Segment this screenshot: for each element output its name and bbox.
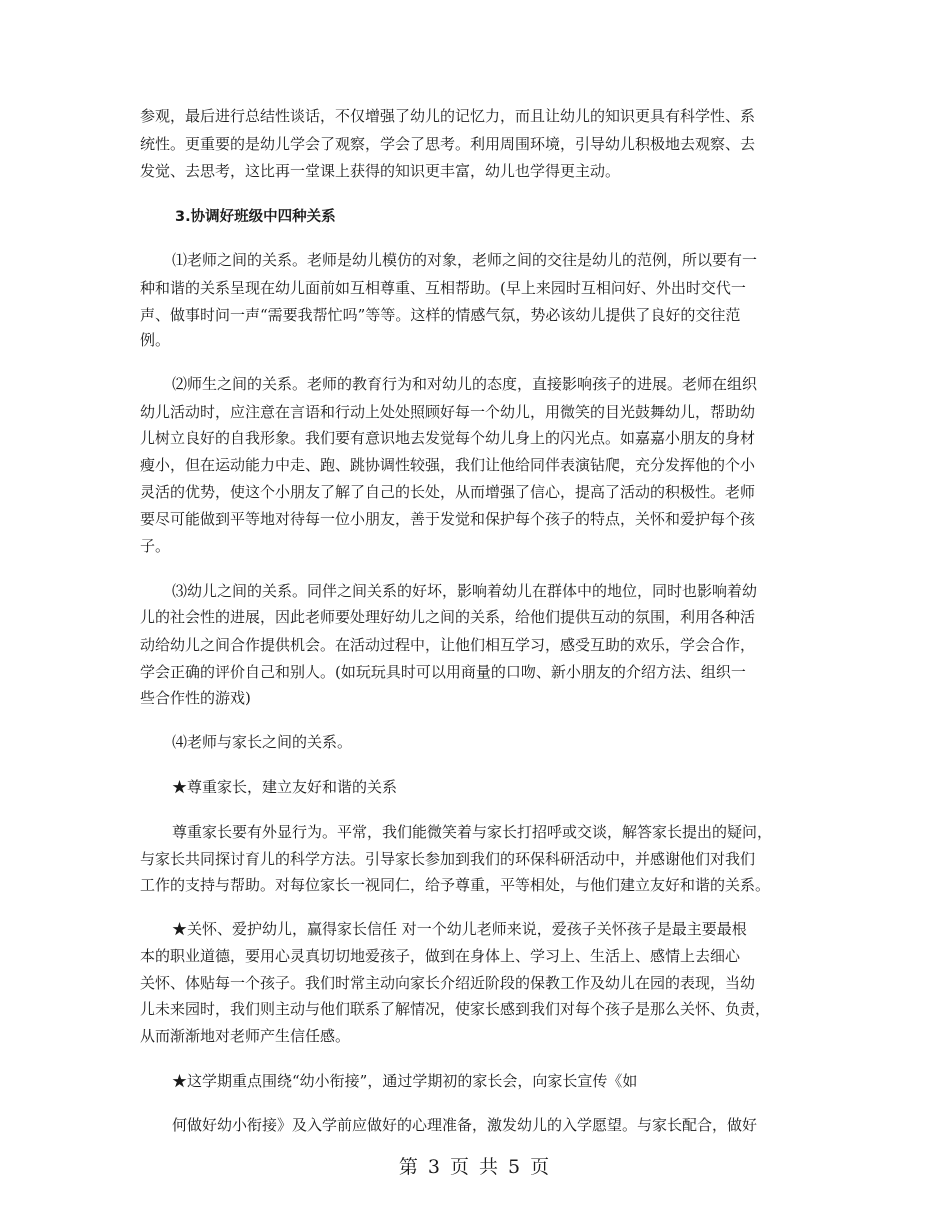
text-line: 关怀、体贴每一个孩子。我们时常主动向家长介绍近阶段的保教工作及幼儿在园的表现，当幼	[140, 974, 756, 992]
page-number-footer: 第 3 页 共 5 页	[398, 1156, 552, 1178]
text-line: 动给幼儿之间合作提供机会。在活动过程中，让他们相互学习，感受互助的欢乐，学会合作，	[140, 636, 756, 654]
text-line: 学会正确的评价自己和别人。(如玩玩具时可以用商量的口吻、新小朋友的介绍方法、组织一	[140, 663, 746, 681]
text-line: 儿未来园时，我们则主动与他们联系了解情况，使家长感到我们对每个孩子是那么关怀、负责，	[140, 1000, 771, 1018]
text-line: 瘦小，但在运动能力中走、跑、跳协调性较强，我们让他给同伴表演钻爬，充分发挥他的个小	[140, 456, 756, 474]
text-line: 些合作性的游戏)	[140, 689, 251, 707]
text-line: 种和谐的关系呈现在幼儿面前如互相尊重、互相帮助。(早上来园时互相问好、外出时交代一	[140, 279, 746, 297]
text-line: 从而渐渐地对老师产生信任感。	[140, 1027, 351, 1045]
text-line: 灵活的优势，使这个小朋友了解了自己的长处，从而增强了信心，提高了活动的积极性。老师	[140, 483, 756, 501]
text-line: 发觉、去思考，这比再一堂课上获得的知识更丰富，幼儿也学得更主动。	[140, 162, 621, 180]
text-line: 统性。更重要的是幼儿学会了观察，学会了思考。利用周围环境，引导幼儿积极地去观察、去	[140, 135, 756, 153]
text-line: ★关怀、爱护幼儿，赢得家长信任 对一个幼儿老师来说，爱孩子关怀孩子是最主要最根	[172, 920, 747, 938]
text-line: ⑴老师之间的关系。老师是幼儿模仿的对象，老师之间的交往是幼儿的范例，所以要有一	[172, 251, 758, 269]
text-line: 参观，最后进行总结性谈话，不仅增强了幼儿的记忆力，而且让幼儿的知识更具有科学性、系	[140, 107, 756, 125]
text-line: ⑶幼儿之间的关系。同伴之间关系的好坏，影响着幼儿在群体中的地位，同时也影响着幼	[172, 582, 758, 600]
text-line: 声、做事时问一声“需要我帮忙吗”等等。这样的情感气氛，势必该幼儿提供了良好的交往范	[140, 306, 741, 324]
text-line: 何做好幼小衔接》及入学前应做好的心理准备，激发幼儿的入学愿望。与家长配合，做好	[172, 1116, 758, 1134]
text-line: ★这学期重点围绕“幼小衔接”，通过学期初的家长会，向家长宣传《如	[172, 1072, 638, 1090]
text-line: 本的职业道德，要用心灵真切切地爱孩子，做到在身体上、学习上、生活上、感情上去细心	[140, 947, 741, 965]
section-heading: 3.协调好班级中四种关系	[175, 209, 336, 225]
text-line: 工作的支持与帮助。对每位家长一视同仁，给予尊重，平等相处，与他们建立友好和谐的关系。	[140, 876, 771, 894]
text-line: ⑷老师与家长之间的关系。	[172, 733, 353, 751]
text-line: 与家长共同探讨育儿的科学方法。引导家长参加到我们的环保科研活动中，并感谢他们对我们	[140, 850, 756, 868]
text-line: 要尽可能做到平等地对待每一位小朋友，善于发觉和保护每个孩子的特点，关怀和爱护每个孩	[140, 510, 756, 528]
text-line: 尊重家长要有外显行为。平常，我们能微笑着与家长打招呼或交谈，解答家长提出的疑问，	[172, 823, 773, 841]
text-line: 例。	[140, 331, 171, 349]
text-line: 儿树立良好的自我形象。我们要有意识地去发觉每个幼儿身上的闪光点。如嘉嘉小朋友的身材	[140, 429, 756, 447]
text-line: ⑵师生之间的关系。老师的教育行为和对幼儿的态度，直接影响孩子的进展。老师在组织	[172, 375, 758, 393]
text-line: ★尊重家长，建立友好和谐的关系	[172, 778, 398, 796]
text-line: 儿的社会性的进展，因此老师要处理好幼儿之间的关系，给他们提供互动的氛围，利用各种活	[140, 608, 756, 626]
text-line: 子。	[140, 537, 171, 555]
text-line: 幼儿活动时，应注意在言语和行动上处处照顾好每一个幼儿，用微笑的目光鼓舞幼儿，帮助幼	[140, 403, 756, 421]
